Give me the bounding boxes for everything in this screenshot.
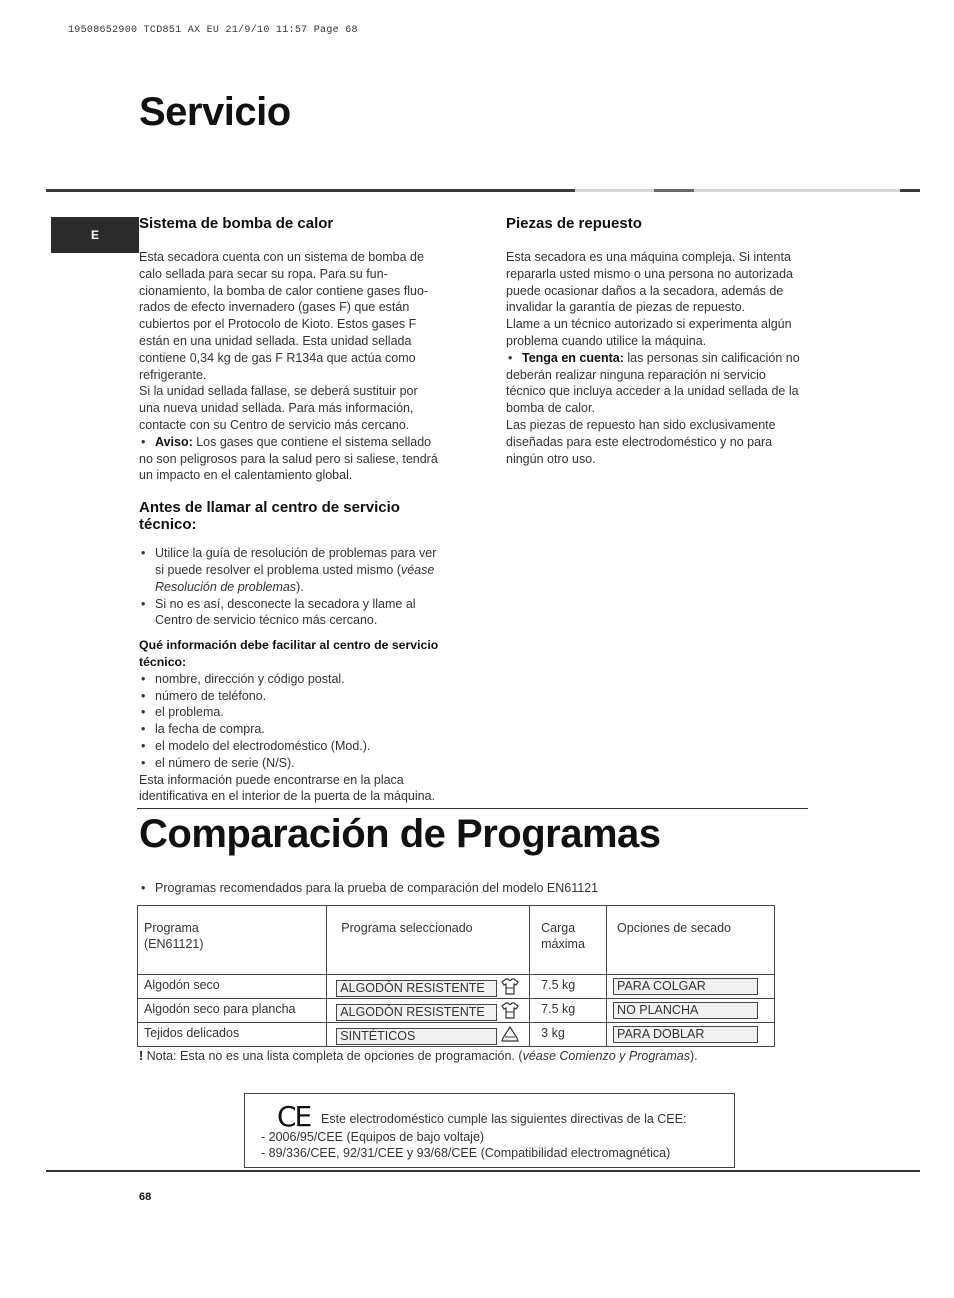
- table-row: [138, 975, 775, 999]
- column-header-load: Carga máxima: [530, 906, 607, 975]
- header-bar-dark: [46, 189, 575, 192]
- option-cell: [607, 999, 775, 1023]
- list-item: • número de teléfono.: [139, 688, 469, 705]
- option-cell: [607, 975, 775, 999]
- note-exclamation-icon: !: [139, 1049, 144, 1063]
- ce-intro: Este electrodoméstico cumple las siguientes directivas de la CEE:: [321, 1112, 687, 1126]
- table-row: [138, 999, 775, 1023]
- header-bar-light-2: [694, 189, 900, 192]
- spare-parts-paragraph-1: Esta secadora es una máquina compleja. Si intenta repararla usted mismo o una persona no autorizada puede ocasionar daños a la secadora, además de invalidar la garantía de piezas de repuesto. Llame a un técnico autorizado si experimenta algún problema cuando utilice la máquina.: [506, 250, 793, 348]
- list-item: • el modelo del electrodoméstico (Mod.).: [139, 738, 469, 755]
- ce-directive-1: - 2006/95/CEE (Equipos de bajo voltaje): [261, 1130, 485, 1144]
- right-column: [506, 215, 836, 467]
- spare-parts-paragraph-2: Las piezas de repuesto han sido exclusivamente diseñadas para este electrodoméstico y no para ningún otro uso.: [506, 417, 776, 466]
- selected-program-label: ALGODÓN RESISTENTE: [336, 980, 497, 997]
- column-header-program: Programa (EN61121): [138, 906, 327, 975]
- left-column: [139, 215, 469, 805]
- program-cell: Tejidos delicados: [138, 1023, 327, 1047]
- before-call-bullet-2: • Si no es así, desconecte la secadora y llame al Centro de servicio técnico más cercano.: [139, 596, 469, 630]
- header-bar-end: [900, 189, 920, 192]
- selected-cell: [327, 1023, 530, 1047]
- tshirt-icon: [501, 1002, 519, 1022]
- footer-rule: [46, 1170, 920, 1172]
- program-cell: Algodón seco: [138, 975, 327, 999]
- print-header: 19508652900 TCD851 AX EU 21/9/10 11:57 Page 68: [68, 25, 358, 36]
- drying-option-label: PARA DOBLAR: [613, 1026, 758, 1043]
- heat-pump-paragraph-1: Esta secadora cuenta con un sistema de bomba de calo sellada para secar su ropa. Para su fun- cionamiento, la bomba de calor contiene gases fluo- rados de efecto invernadero (gases F) que están cubiertos por el Protocolo de Kioto. Estos gases F están en una unidad sellada. Esta unidad sellada contiene 0,34 kg de gas F R134a que actúa como refrigerante.: [139, 250, 429, 382]
- selected-program-label: SINTÉTICOS: [336, 1028, 497, 1045]
- before-call-heading: Antes de llamar al centro de servicio técnico:: [139, 499, 400, 534]
- info-heading: Qué información debe facilitar al centro de servicio técnico:: [139, 638, 439, 669]
- selected-program-label: ALGODÓN RESISTENTE: [336, 1004, 497, 1021]
- comparison-table: [137, 905, 775, 1047]
- info-footer: Esta información puede encontrarse en la placa identificativa en el interior de la puerta de la máquina.: [139, 772, 436, 804]
- spare-parts-heading: Piezas de repuesto: [506, 215, 642, 232]
- program-cell: Algodón seco para plancha: [138, 999, 327, 1023]
- load-cell: 3 kg: [530, 1023, 607, 1047]
- heat-pump-heading: Sistema de bomba de calor: [139, 215, 334, 232]
- tshirt-icon: [501, 978, 519, 998]
- spare-parts-note: • Tenga en cuenta: las personas sin calificación no deberán realizar ninguna reparación ni servicio técnico que incluya acceder a la unidad sellada de la bomba de calor.: [506, 350, 800, 416]
- list-item: • el número de serie (N/S).: [139, 755, 469, 772]
- ce-mark-icon: CE: [277, 1100, 311, 1133]
- table-row: [138, 1023, 775, 1047]
- ce-directive-2: - 89/336/CEE, 92/31/CEE y 93/68/CEE (Compatibilidad electromagnética): [261, 1146, 671, 1160]
- header-bar-light: [575, 189, 654, 192]
- comparison-note: ! Nota: Esta no es una lista completa de opciones de programación. (véase Comienzo y Programas).: [139, 1049, 698, 1063]
- page-title: Servicio: [139, 90, 291, 134]
- selected-cell: [327, 975, 530, 999]
- list-item: • la fecha de compra.: [139, 721, 469, 738]
- ce-compliance-box: [244, 1093, 735, 1168]
- drying-option-label: NO PLANCHA: [613, 1002, 758, 1019]
- list-item: • el problema.: [139, 704, 469, 721]
- selected-cell: [327, 999, 530, 1023]
- heat-pump-paragraph-2: Si la unidad sellada fallase, se deberá sustituir por una nueva unidad sellada. Para más información, contacte con su Centro de servicio más cercano.: [139, 384, 418, 432]
- section-divider: [137, 808, 808, 809]
- load-cell: 7.5 kg: [530, 975, 607, 999]
- header-bar-mid: [654, 189, 694, 192]
- load-cell: 7.5 kg: [530, 999, 607, 1023]
- list-item: • nombre, dirección y código postal.: [139, 671, 469, 688]
- language-tab: E: [51, 217, 139, 253]
- before-call-bullet-1: • Utilice la guía de resolución de problemas para ver si puede resolver el problema usted mismo (véase Resolución de problemas).: [139, 545, 469, 595]
- heat-pump-warning: • Aviso: Los gases que contiene el sistema sellado no son peligrosos para la salud pero si saliese, tendrá un impacto en el calentamiento global.: [139, 434, 469, 484]
- page-number: 68: [139, 1191, 152, 1203]
- drying-option-label: PARA COLGAR: [613, 978, 758, 995]
- option-cell: [607, 1023, 775, 1047]
- comparison-bullet: • Programas recomendados para la prueba de comparación del modelo EN61121: [139, 880, 775, 897]
- iron-synthetic-icon: [501, 1026, 519, 1046]
- table-header-row: [138, 906, 775, 975]
- column-header-options: Opciones de secado: [607, 906, 775, 975]
- comparison-title: Comparación de Programas: [139, 812, 661, 856]
- column-header-selected: Programa seleccionado: [327, 906, 530, 975]
